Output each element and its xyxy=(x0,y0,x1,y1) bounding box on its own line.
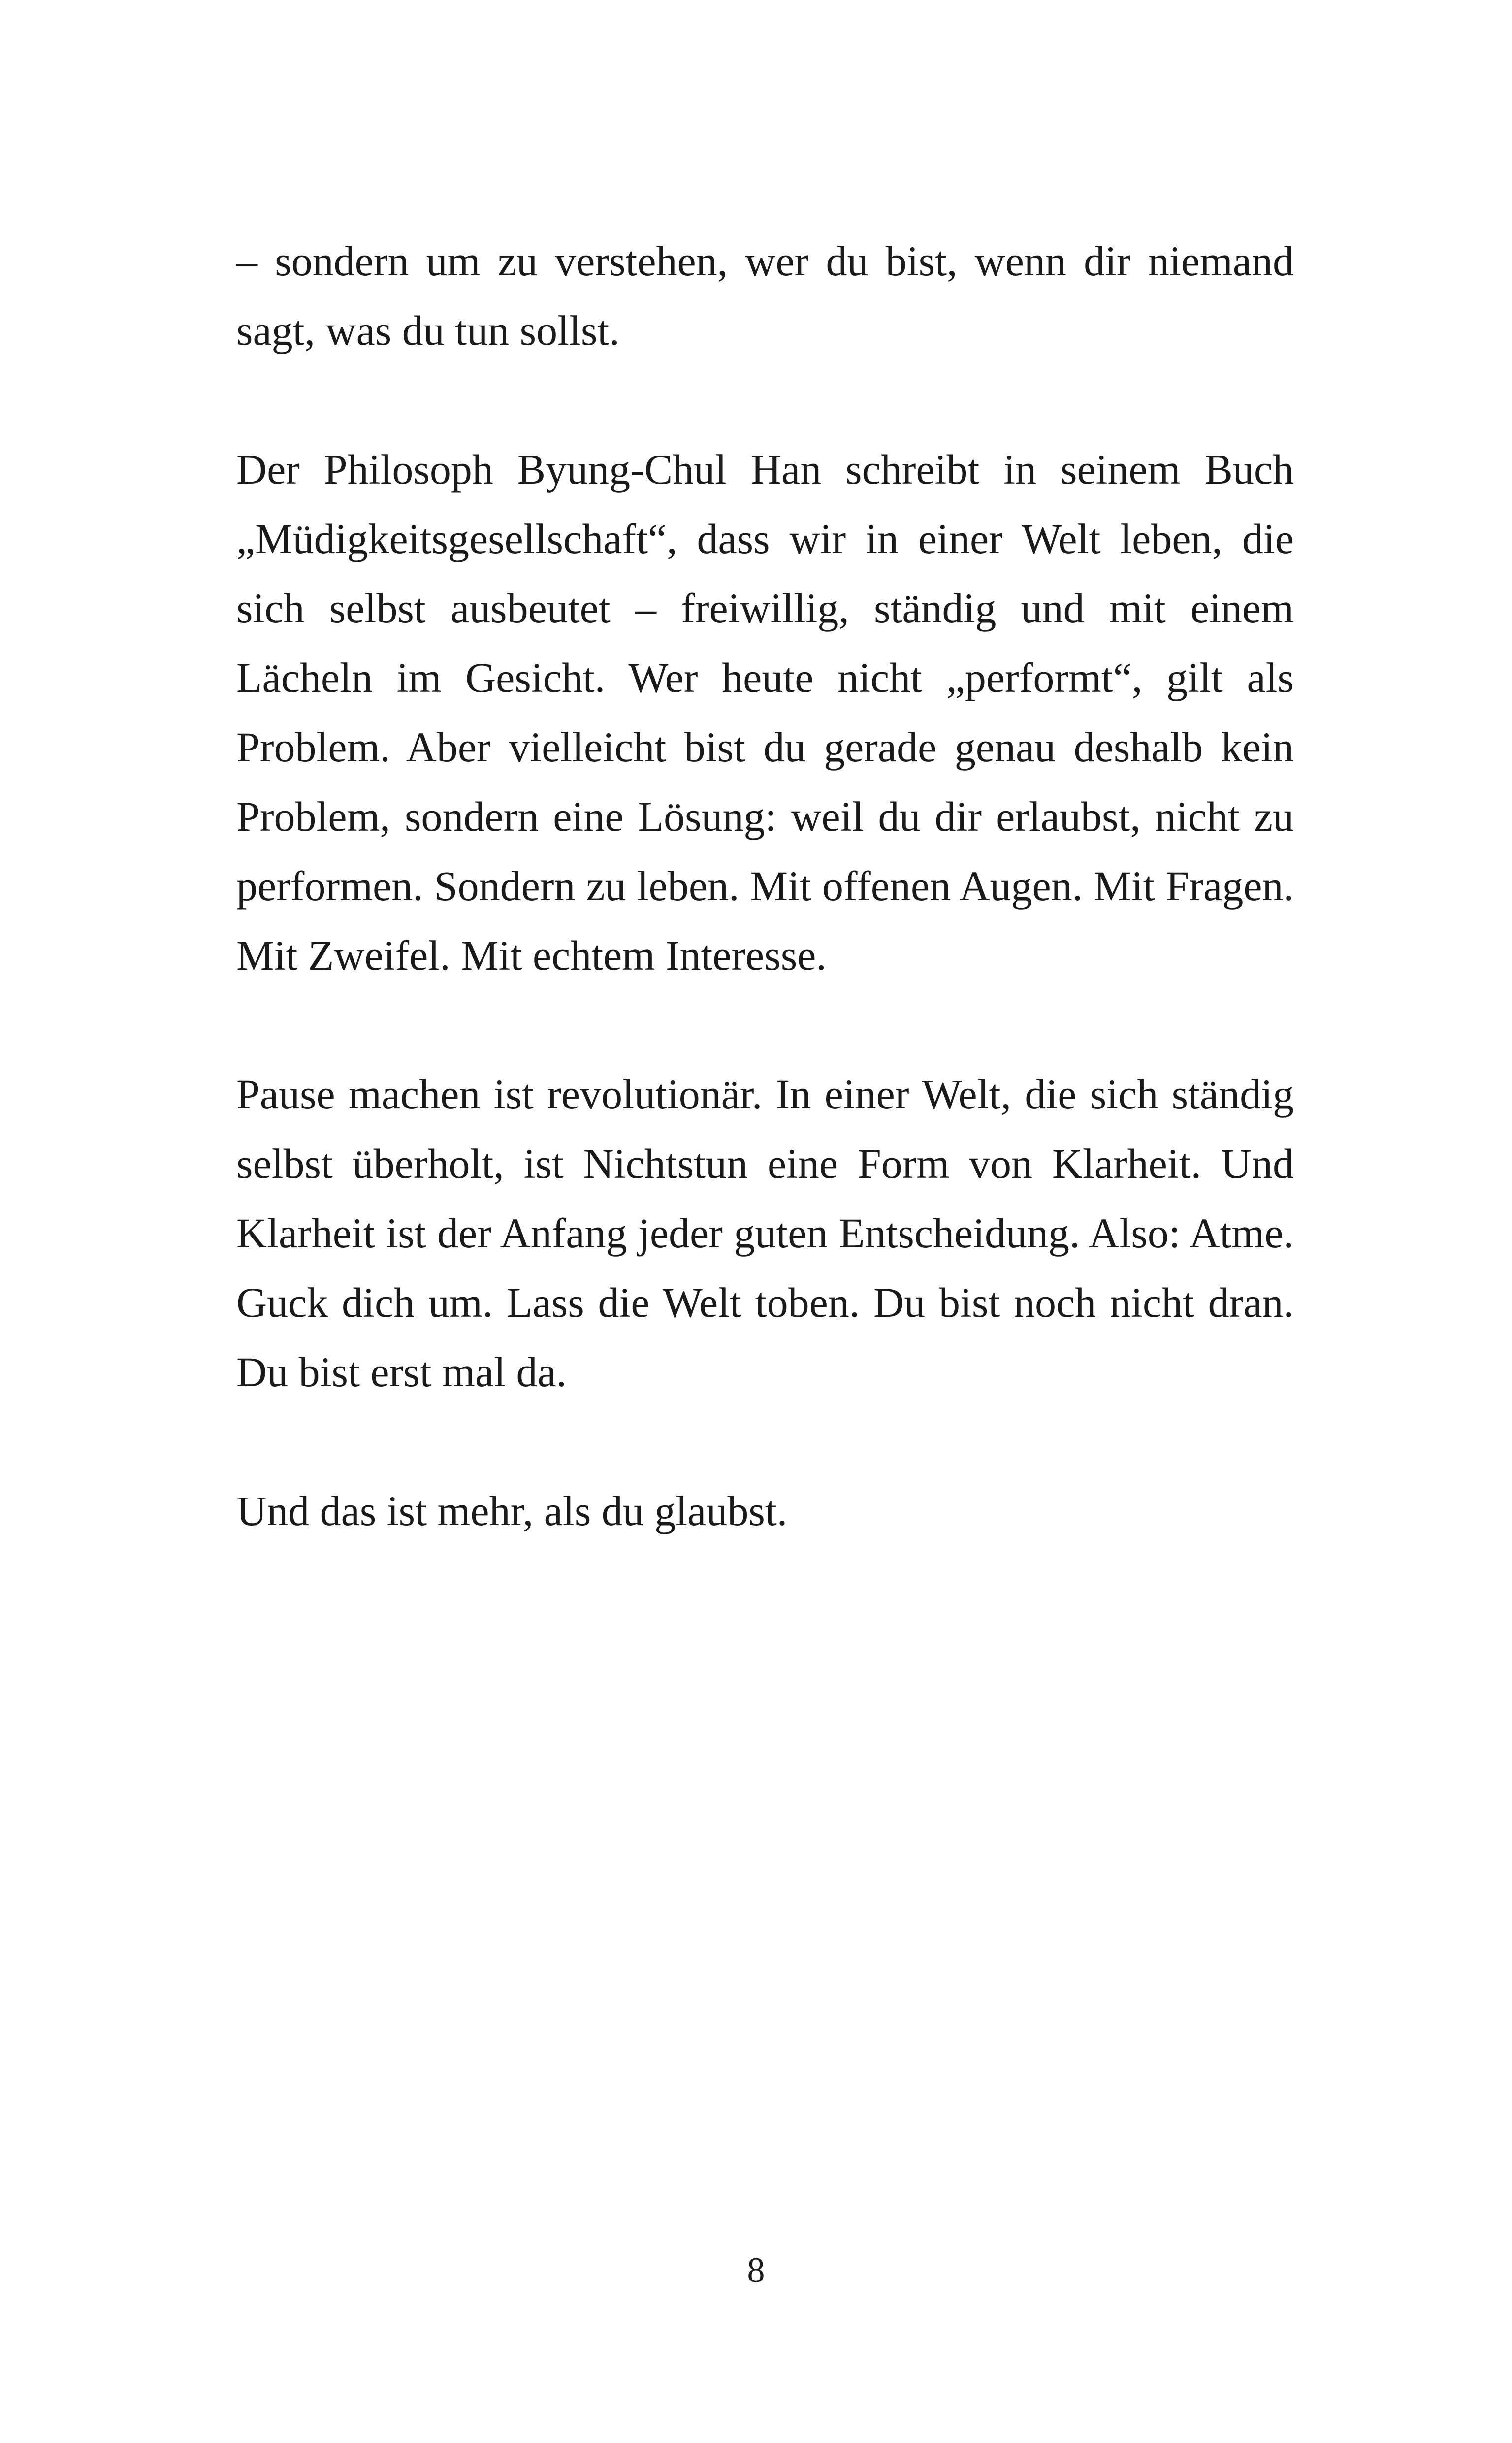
body-text xyxy=(236,227,1294,1546)
paragraph-4: Und das ist mehr, als du glaubst. xyxy=(236,1487,788,1534)
paragraph-3: Pause machen ist revolutionär. In einer Welt, die sich ständig selbst überholt, ist Nichtstun eine Form von Klarheit. Und Klarheit ist der Anfang jeder guten Entscheidung. Also: Atme. Guck dich um. Lass die Welt toben. Du bist noch nicht dran. Du bist erst mal da. xyxy=(236,1071,1294,1396)
paragraph-1: – sondern um zu verstehen, wer du bist, wenn dir niemand sagt, was du tun sollst. xyxy=(236,237,1294,354)
page-number: 8 xyxy=(747,2250,765,2290)
paragraph-2: Der Philosoph Byung-Chul Han schreibt in seinem Buch „Müdigkeitsgesellschaft“, dass wir in einer Welt leben, die sich selbst ausbeutet – freiwillig, ständig und mit einem Lächeln im Gesicht. Wer heute nicht „performt“, gilt als Problem. Aber vielleicht bist du gerade genau deshalb kein Problem, sondern eine Lösung: weil du dir erlaubst, nicht zu performen. Sondern zu leben. Mit offenen Augen. Mit Fragen. Mit Zweifel. Mit echtem Interesse. xyxy=(236,446,1294,979)
